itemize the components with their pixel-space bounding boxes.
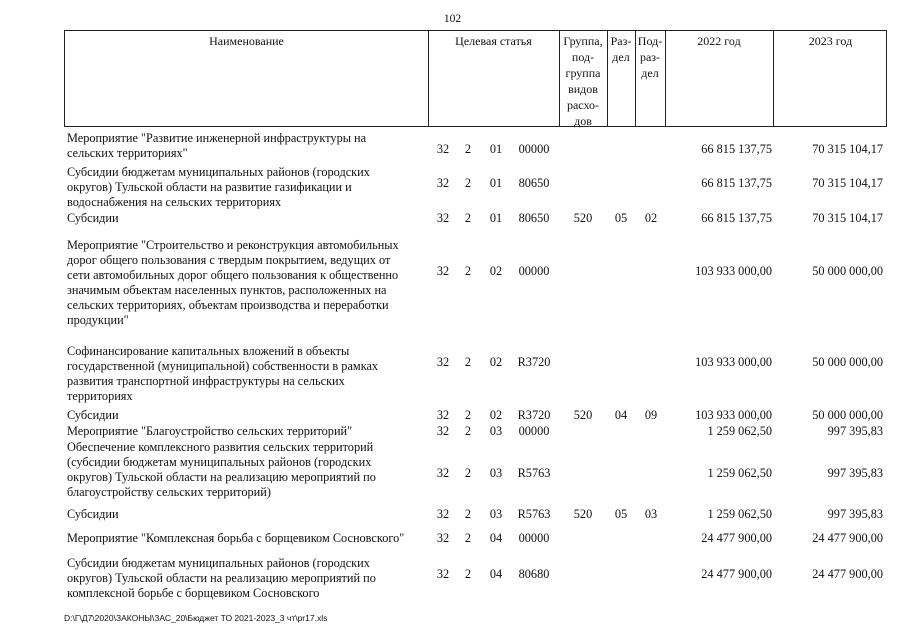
row-measure-code: 04 <box>489 531 503 545</box>
row-program-code: 32 <box>436 424 450 438</box>
header-name: Наименование <box>209 34 284 48</box>
row-amount-2022: 1 259 062,50 <box>707 424 772 438</box>
row-amount-2023: 50 000 000,00 <box>812 408 883 422</box>
row-direction-code: R3720 <box>517 408 551 422</box>
row-amount-2022: 66 815 137,75 <box>701 142 772 156</box>
row-subsection: 09 <box>644 408 658 422</box>
row-measure-code: 03 <box>489 424 503 438</box>
header-target: Целевая статья <box>455 34 532 48</box>
row-program-code: 32 <box>436 567 450 581</box>
row-subsection: 02 <box>644 211 658 225</box>
row-program-code: 32 <box>436 176 450 190</box>
header-subsection: Под- раз- дел <box>637 34 663 80</box>
row-amount-2022: 24 477 900,00 <box>701 531 772 545</box>
row-direction-code: 80650 <box>518 211 550 225</box>
file-path-footer: D:\Г\Д7\2020\ЗАКОНЫ\ЗАС_20\Бюджет ТО 2021-2023_3 чт\pr17.xls <box>64 613 328 623</box>
row-program-code: 32 <box>436 264 450 278</box>
row-subprogram-code: 2 <box>464 142 472 156</box>
row-name: Мероприятие "Благоустройство сельских территорий" <box>67 424 353 438</box>
row-program-code: 32 <box>436 142 450 156</box>
row-name: Субсидии <box>67 211 119 225</box>
row-amount-2022: 1 259 062,50 <box>707 507 772 521</box>
row-program-code: 32 <box>436 211 450 225</box>
row-amount-2022: 66 815 137,75 <box>701 211 772 225</box>
row-direction-code: 00000 <box>518 424 550 438</box>
row-amount-2022: 1 259 062,50 <box>707 466 772 480</box>
row-name: Обеспечение комплексного развития сельских территорий (субсидии бюджетам муниципальных районов (городских округов) Тульской области на реализацию мероприятий по благоустройству сельских территорий) <box>67 440 376 499</box>
row-direction-code: 80650 <box>518 176 550 190</box>
row-direction-code: 00000 <box>518 531 550 545</box>
row-measure-code: 02 <box>489 355 503 369</box>
row-amount-2023: 997 395,83 <box>827 466 883 480</box>
row-amount-2023: 70 315 104,17 <box>812 211 883 225</box>
row-direction-code: R5763 <box>517 507 551 521</box>
row-section: 04 <box>614 408 628 422</box>
row-amount-2023: 997 395,83 <box>827 507 883 521</box>
row-measure-code: 02 <box>489 408 503 422</box>
row-name: Мероприятие "Комплексная борьба с борщевиком Сосновского" <box>67 531 405 545</box>
row-direction-code: 00000 <box>518 142 550 156</box>
row-program-code: 32 <box>436 408 450 422</box>
row-amount-2023: 50 000 000,00 <box>812 355 883 369</box>
row-direction-code: 80680 <box>518 567 550 581</box>
row-program-code: 32 <box>436 507 450 521</box>
header-section: Раз- дел <box>610 34 632 64</box>
header-group: Группа, под- группа видов расхо- дов <box>563 34 603 128</box>
row-expense-group: 520 <box>573 211 593 225</box>
row-amount-2023: 50 000 000,00 <box>812 264 883 278</box>
row-subsection: 03 <box>644 507 658 521</box>
row-direction-code: R3720 <box>517 355 551 369</box>
row-subprogram-code: 2 <box>464 531 472 545</box>
row-name: Мероприятие "Строительство и реконструкция автомобильных дорог общего пользования с твердым покрытием, ведущих от сети автомобильных дорог общего пользования к общественно значимым объектам населенных пунктов, расположенных на сельских территориях, объектам производства и переработки продукции" <box>67 238 399 327</box>
row-amount-2023: 24 477 900,00 <box>812 567 883 581</box>
row-amount-2022: 103 933 000,00 <box>695 408 772 422</box>
row-subprogram-code: 2 <box>464 176 472 190</box>
row-amount-2023: 24 477 900,00 <box>812 531 883 545</box>
row-direction-code: R5763 <box>517 466 551 480</box>
row-amount-2022: 24 477 900,00 <box>701 567 772 581</box>
page-number: 102 <box>443 13 462 25</box>
row-name: Субсидии <box>67 507 119 521</box>
row-name: Субсидии бюджетам муниципальных районов (городских округов) Тульской области на реализацию мероприятий по комплексной борьбе с борщевиком Сосновского <box>67 556 376 600</box>
header-year-2023: 2023 год <box>808 34 853 48</box>
row-subprogram-code: 2 <box>464 567 472 581</box>
row-amount-2023: 70 315 104,17 <box>812 176 883 190</box>
row-name: Субсидии <box>67 408 119 422</box>
row-amount-2023: 997 395,83 <box>827 424 883 438</box>
row-name: Субсидии бюджетам муниципальных районов (городских округов) Тульской области на развитие газификации и водоснабжения на сельских территориях <box>67 165 370 209</box>
row-amount-2022: 66 815 137,75 <box>701 176 772 190</box>
row-subprogram-code: 2 <box>464 466 472 480</box>
header-year-2022: 2022 год <box>697 34 741 48</box>
row-measure-code: 03 <box>489 466 503 480</box>
row-subprogram-code: 2 <box>464 355 472 369</box>
row-section: 05 <box>614 507 628 521</box>
row-measure-code: 02 <box>489 264 503 278</box>
row-section: 05 <box>614 211 628 225</box>
table-header <box>64 30 887 127</box>
row-program-code: 32 <box>436 355 450 369</box>
row-subprogram-code: 2 <box>464 211 472 225</box>
row-measure-code: 04 <box>489 567 503 581</box>
row-amount-2023: 70 315 104,17 <box>812 142 883 156</box>
row-expense-group: 520 <box>573 507 593 521</box>
row-expense-group: 520 <box>573 408 593 422</box>
row-amount-2022: 103 933 000,00 <box>695 355 772 369</box>
row-measure-code: 01 <box>489 211 503 225</box>
row-measure-code: 01 <box>489 176 503 190</box>
row-subprogram-code: 2 <box>464 507 472 521</box>
row-program-code: 32 <box>436 531 450 545</box>
row-measure-code: 01 <box>489 142 503 156</box>
row-subprogram-code: 2 <box>464 408 472 422</box>
row-subprogram-code: 2 <box>464 264 472 278</box>
row-name: Мероприятие "Развитие инженерной инфраструктуры на сельских территориях" <box>67 131 367 160</box>
row-measure-code: 03 <box>489 507 503 521</box>
row-direction-code: 00000 <box>518 264 550 278</box>
row-name: Софинансирование капитальных вложений в объекты государственной (муниципальной) собственности в рамках развития транспортной инфраструктуры на сельских территориях <box>67 344 379 403</box>
row-amount-2022: 103 933 000,00 <box>695 264 772 278</box>
row-program-code: 32 <box>436 466 450 480</box>
row-subprogram-code: 2 <box>464 424 472 438</box>
